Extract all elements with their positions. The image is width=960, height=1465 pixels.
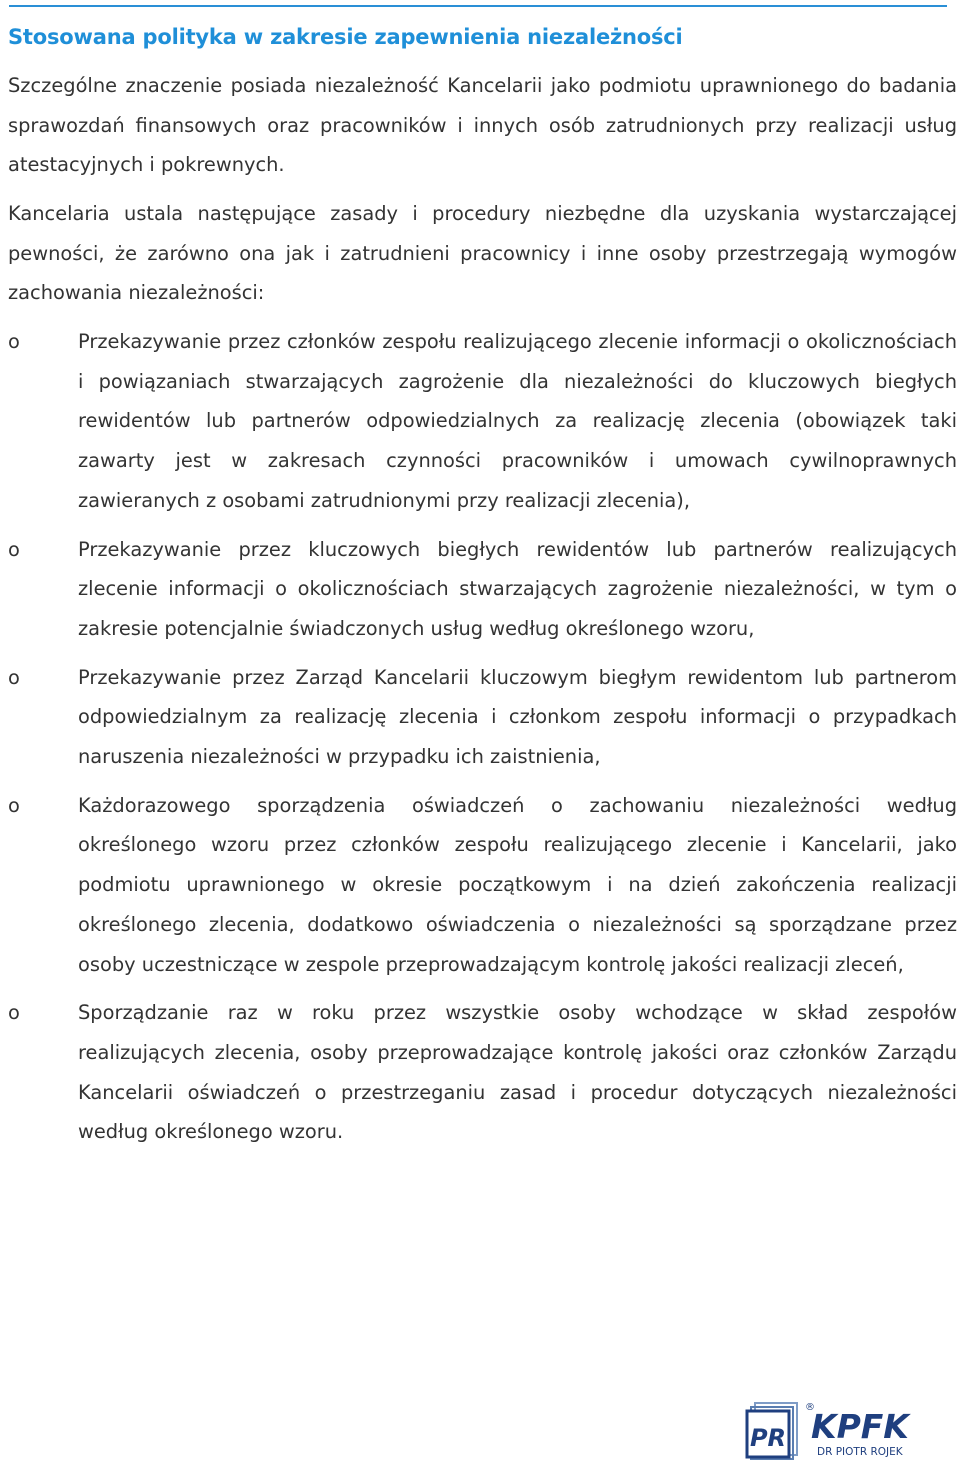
list-item-text: Przekazywanie przez członków zespołu realizującego zlecenie informacji o okolicznościach i powiązaniach stwarzających zagrożenie dla niezależności do kluczowych biegłych rewidentów lub partnerów odpowiedzialnych za realizację zlecenia (obowiązek taki zawarty jest w zakresach czynności pracowników i umowach cywilnoprawnych zawieranych z osobami zatrudnionymi przy realizacji zlecenia), bbox=[78, 330, 957, 512]
logo-subtitle: DR PIOTR ROJEK bbox=[817, 1446, 903, 1458]
bullet-marker: o bbox=[8, 665, 20, 689]
list-item-text: Każdorazowego sporządzenia oświadczeń o zachowaniu niezależności według określonego wzoru przez członków zespołu realizującego zlecenie i Kancelarii, jako podmiotu uprawnionego w okresie początkowym i na dzień zakończenia realizacji określonego zlecenia, dodatkowo oświadczenia o niezależności są sporządzane przez osoby uczestniczące w zespole przeprowadzającym kontrolę jakości realizacji zleceń, bbox=[78, 793, 957, 976]
list-item bbox=[8, 322, 957, 521]
list-item bbox=[8, 786, 957, 985]
list-item-text: Przekazywanie przez kluczowych biegłych rewidentów lub partnerów realizujących zlecenie informacji o okolicznościach stwarzających zagrożenie niezależności, w tym o zakresie potencjalnie świadczonych usług według określonego wzoru, bbox=[78, 537, 957, 640]
rules-paragraph: Kancelaria ustala następujące zasady i procedury niezbędne dla uzyskania wystarczającej pewności, że zarówno ona jak i zatrudnieni pracownicy i inne osoby przestrzegają wymogów zachowania niezależności: bbox=[8, 202, 957, 305]
kpfk-logo bbox=[745, 1398, 930, 1460]
list-item bbox=[8, 993, 957, 1152]
bullet-marker: o bbox=[8, 1001, 20, 1025]
procedures-list bbox=[8, 322, 957, 1161]
list-item bbox=[8, 530, 957, 649]
list-item bbox=[8, 658, 957, 777]
list-item-text: Przekazywanie przez Zarząd Kancelarii kluczowym biegłym rewidentom lub partnerom odpowiedzialnym za realizację zlecenia i członkom zespołu informacji o przypadkach naruszenia niezależności w przypadku ich zaistnienia, bbox=[78, 665, 957, 769]
section-heading: Stosowana polityka w zakresie zapewnienia niezależności bbox=[8, 25, 683, 49]
logo-brand: KPFK bbox=[811, 1407, 909, 1446]
bullet-marker: o bbox=[8, 793, 20, 817]
logo-registered: ® bbox=[805, 1402, 815, 1413]
top-rule bbox=[9, 5, 947, 7]
logo-monogram: PR bbox=[749, 1424, 787, 1452]
intro-paragraph: Szczególne znaczenie posiada niezależność Kancelarii jako podmiotu uprawnionego do badania sprawozdań finansowych oraz pracowników i innych osób zatrudnionych przy realizacji usług atestacyjnych i pokrewnych. bbox=[8, 74, 957, 177]
list-item-text: Sporządzanie raz w roku przez wszystkie osoby wchodzące w skład zespołów realizujących zlecenia, osoby przeprowadzające kontrolę jakości oraz członków Zarządu Kancelarii oświadczeń o przestrzeganiu zasad i procedur dotyczących niezależności według określonego wzoru. bbox=[78, 1001, 957, 1144]
bullet-marker: o bbox=[8, 330, 20, 353]
bullet-marker: o bbox=[8, 537, 20, 561]
